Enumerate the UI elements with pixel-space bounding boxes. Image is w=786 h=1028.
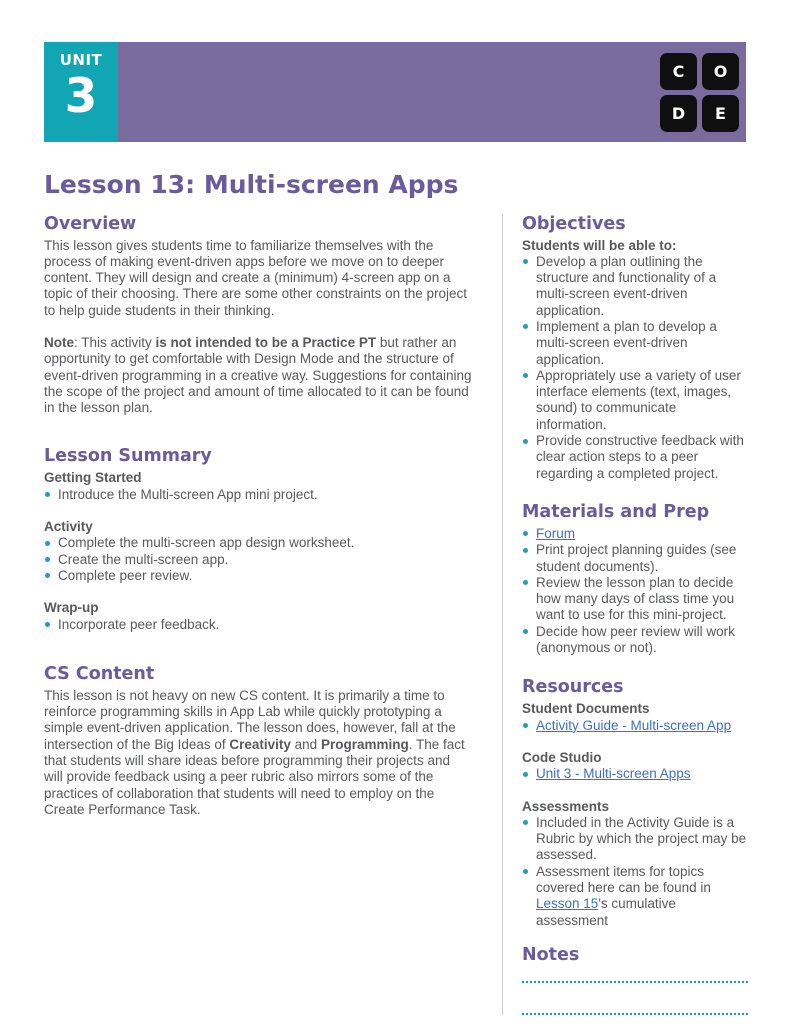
text-run: Programming: [320, 736, 409, 752]
bullet-dot-icon: [45, 622, 50, 627]
text-run: Incorporate peer feedback.: [58, 616, 220, 632]
overview-heading: Overview: [44, 213, 137, 234]
list-item-text: [536, 526, 575, 541]
bullet-dot-icon: [523, 580, 528, 585]
bullet-dot-icon: [523, 531, 528, 536]
bullet-dot-icon: [523, 723, 528, 728]
text-run: This lesson is not heavy on new CS content. It is primarily a time to reinforce programming skills in App Lab while quickly prototyping a simple event-driven application. The lesson does, however, fall at the intersection of the Big Ideas of: [44, 687, 456, 752]
text-run: is not intended to be a Practice PT: [155, 334, 377, 350]
bullet-dot-icon: [45, 573, 50, 578]
overview-paragraph: [44, 238, 472, 319]
bullet-dot-icon: [45, 541, 50, 546]
text-run: This lesson gives students time to familiarize themselves with the process of making event-driven apps before we move on to deeper content. They will design and create a (minimum) 4-screen app on a topic of their choosing. There are some other constraints on the project to help guide students in their thinking.: [44, 237, 467, 318]
notes-lines: [522, 969, 748, 1015]
list-item: [522, 718, 748, 734]
section-cs-content: [44, 664, 472, 818]
text-run: Create the multi-screen app.: [58, 551, 229, 567]
activity-list: [44, 535, 472, 584]
bullet-dot-icon: [523, 324, 528, 329]
text-run: 's cumulative assessment: [536, 896, 676, 928]
text-run: Included in the Activity Guide is a Rubric by which the project may be assessed.: [536, 814, 747, 863]
list-item-text: [58, 552, 228, 567]
list-item-text: [536, 718, 731, 733]
lesson-summary-heading: Lesson Summary: [44, 446, 212, 467]
page-title: Lesson 13: Multi-screen Apps: [44, 170, 459, 199]
list-item: [44, 535, 472, 551]
text-run: Implement a plan to develop a multi-screen event-driven application.: [536, 318, 717, 367]
list-item-text: [536, 319, 717, 367]
list-item-text: [536, 575, 734, 623]
text-run: Develop a plan outlining the structure and functionality of a multi-screen event-driven application.: [536, 253, 717, 318]
list-item: [522, 624, 748, 657]
list-item: [522, 815, 748, 864]
unit-banner: [44, 42, 746, 142]
cs-content-paragraph: [44, 688, 472, 818]
left-column: [44, 214, 472, 1015]
text-run: Note: [44, 334, 74, 350]
logo-tile-o: O: [702, 53, 739, 90]
code-studio-list: [522, 766, 748, 782]
student-documents-subheading: Student Documents: [522, 701, 650, 717]
list-item: [44, 617, 472, 633]
activity-guide-link[interactable]: Activity Guide - Multi-screen App: [536, 717, 732, 733]
text-run: Assessment items for topics covered here can be found in: [536, 863, 711, 895]
logo-tile-c: C: [660, 53, 697, 90]
assessments-subheading: Assessments: [522, 798, 610, 814]
logo-tile-e: E: [702, 95, 739, 132]
forum-link[interactable]: Forum: [536, 525, 576, 541]
getting-started-group: [44, 470, 472, 503]
list-item: [522, 319, 748, 368]
notes-line: [522, 983, 748, 1015]
text-run: Complete the multi-screen app design worksheet.: [58, 535, 355, 551]
bullet-dot-icon: [523, 772, 528, 777]
materials-heading: Materials and Prep: [522, 501, 710, 522]
code-studio-subheading: Code Studio: [522, 749, 602, 765]
list-item: [522, 766, 748, 782]
wrap-up-group: [44, 600, 472, 633]
list-item-text: [536, 433, 744, 481]
text-run: Decide how peer review will work (anonymous or not).: [536, 623, 735, 656]
text-run: . The fact that students will share ideas before programming their projects and will provide feedback using a peer rubric also mirrors some of the practices of collaboration that students will need to employ on the Create Performance Task.: [44, 736, 465, 817]
cs-content-heading: CS Content: [44, 663, 155, 684]
objectives-subheading: Students will be able to:: [522, 237, 677, 253]
bullet-dot-icon: [523, 259, 528, 264]
notes-heading: Notes: [522, 944, 580, 965]
list-item: [522, 864, 748, 929]
list-item-text: [58, 535, 354, 550]
bullet-dot-icon: [523, 869, 528, 874]
text-run: : This activity: [74, 334, 156, 350]
activity-group: [44, 519, 472, 584]
activity-subheading: Activity: [44, 519, 93, 535]
unit-number: 3: [64, 69, 98, 124]
text-run: Provide constructive feedback with clear action steps to a peer regarding a completed project.: [536, 433, 744, 481]
text-run: and: [290, 736, 321, 752]
list-item: [44, 487, 472, 503]
bullet-dot-icon: [523, 439, 528, 444]
assessments-list: [522, 815, 748, 929]
getting-started-list: [44, 487, 472, 503]
unit-3-link[interactable]: Unit 3 - Multi-screen Apps: [536, 766, 691, 782]
list-item-text: [58, 487, 318, 502]
list-item-text: [536, 254, 716, 318]
text-run: Review the lesson plan to decide how many days of class time you want to use for this mini-project.: [536, 574, 735, 623]
bullet-dot-icon: [45, 557, 50, 562]
list-item-text: [58, 568, 192, 583]
wrap-up-list: [44, 617, 472, 633]
wrap-up-subheading: Wrap-up: [44, 600, 99, 616]
list-item-text: [536, 815, 746, 863]
materials-list: [522, 526, 748, 656]
getting-started-subheading: Getting Started: [44, 470, 142, 486]
assessments-group: [522, 799, 748, 929]
list-item-text: [58, 617, 219, 632]
objectives-heading: Objectives: [522, 213, 626, 234]
overview-note-paragraph: [44, 335, 472, 416]
section-notes: [522, 945, 748, 1015]
list-item-text: [536, 624, 735, 655]
right-column: [522, 214, 748, 1015]
section-objectives: [522, 214, 748, 482]
section-overview: [44, 214, 472, 417]
list-item: [522, 368, 748, 433]
bullet-dot-icon: [523, 629, 528, 634]
unit-badge: [44, 42, 118, 142]
column-divider: [502, 214, 503, 1015]
code-org-logo: [660, 53, 739, 132]
student-documents-list: [522, 718, 748, 734]
lesson-15-link[interactable]: Lesson 15: [536, 896, 599, 912]
text-run: Introduce the Multi-screen App mini project.: [58, 486, 318, 502]
text-run: Complete peer review.: [58, 567, 193, 583]
text-run: but rather an opportunity to get comfortable with Design Mode and the structure of event-driven programming in a creative way. Suggestions for containing the scope of the project and amount of time allocated to it can be found in the lesson plan.: [44, 334, 472, 416]
bullet-dot-icon: [45, 492, 50, 497]
section-lesson-summary: [44, 446, 472, 632]
list-item: [522, 433, 748, 482]
list-item: [44, 552, 472, 568]
content-columns: [44, 214, 746, 1015]
bullet-dot-icon: [523, 373, 528, 378]
list-item: [522, 254, 748, 319]
student-documents-group: [522, 701, 748, 734]
resources-heading: Resources: [522, 677, 624, 698]
section-resources: [522, 677, 748, 929]
bullet-dot-icon: [523, 820, 528, 825]
text-run: Appropriately use a variety of user interface elements (text, images, sound) to communicate information.: [536, 367, 741, 432]
objectives-list: [522, 254, 748, 482]
list-item-text: [536, 368, 741, 432]
list-item: [522, 575, 748, 624]
unit-label: UNIT: [59, 51, 103, 69]
list-item-text: [536, 766, 691, 781]
bullet-dot-icon: [523, 548, 528, 553]
list-item: [44, 568, 472, 584]
logo-tile-d: D: [660, 95, 697, 132]
text-run: Print project planning guides (see student documents).: [536, 542, 737, 574]
list-item: [522, 542, 748, 575]
text-run: Creativity: [229, 736, 291, 752]
list-item-text: [536, 542, 736, 573]
section-materials-and-prep: [522, 502, 748, 656]
code-studio-group: [522, 750, 748, 783]
notes-line: [522, 969, 748, 983]
list-item-text: [536, 864, 711, 928]
list-item: [522, 526, 748, 542]
